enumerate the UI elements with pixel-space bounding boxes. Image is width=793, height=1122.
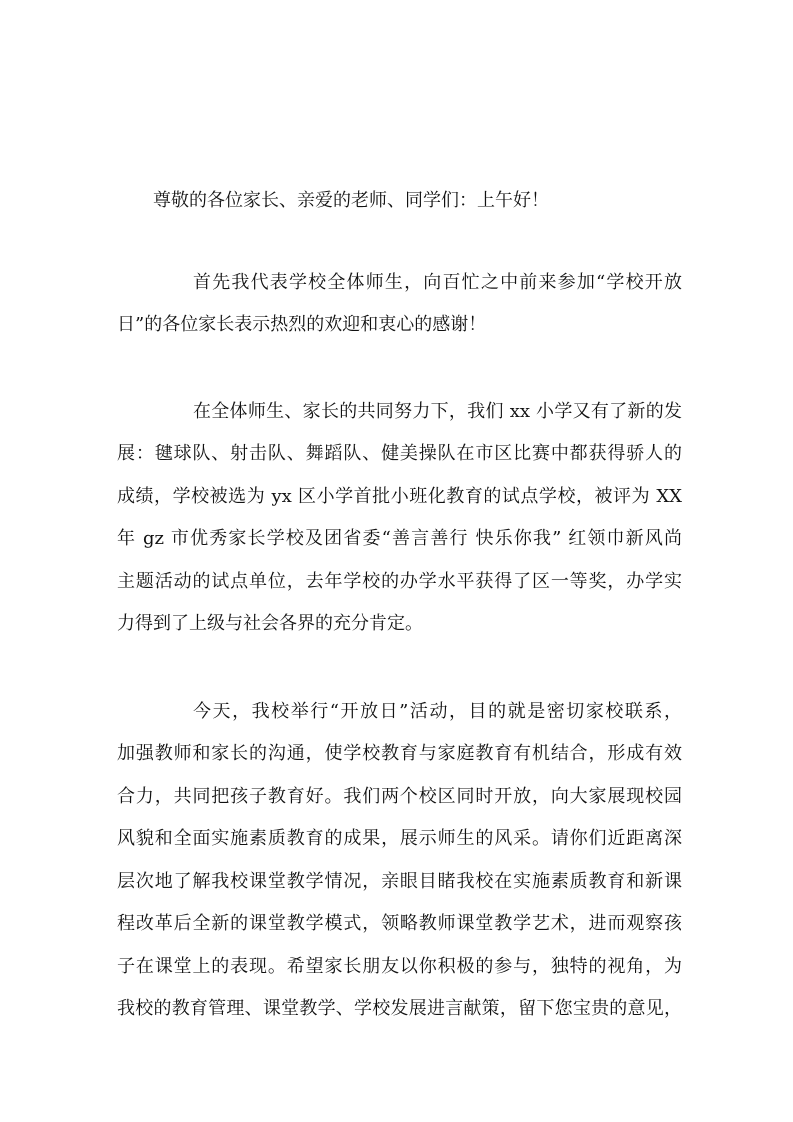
text-line: 日”的各位家长表示热烈的欢迎和衷心的感谢！	[117, 314, 487, 335]
text-line: 在全体师生、家长的共同努力下，我们 xx 小学又有了新的发	[193, 401, 682, 422]
text-line: 加强教师和家长的沟通，使学校教育与家庭教育有机结合，形成有效	[117, 743, 682, 764]
text-line: 层次地了解我校课堂教学情况，亲眼目睹我校在实施素质教育和新课	[117, 871, 682, 892]
text-line: 首先我代表学校全体师生，向百忙之中前来参加“学校开放	[193, 272, 682, 293]
text-line: 合力，共同把孩子教育好。我们两个校区同时开放，向大家展现校园	[117, 786, 682, 807]
text-line: 子在课堂上的表现。希望家长朋友以你积极的参与，独特的视角，为	[117, 956, 682, 977]
text-line: 程改革后全新的课堂教学模式，领略教师课堂教学艺术，进而观察孩	[117, 913, 682, 934]
text-line: 力得到了上级与社会各界的充分肯定。	[117, 613, 423, 634]
text-line: 主题活动的试点单位，去年学校的办学水平获得了区一等奖，办学实	[117, 571, 682, 592]
text-line: 年 gz 市优秀家长学校及团省委“善言善行 快乐你我” 红领巾新风尚	[117, 528, 682, 549]
greeting: 尊敬的各位家长、亲爱的老师、同学们：上午好！	[153, 190, 549, 211]
text-line: 风貌和全面实施素质教育的成果，展示师生的风采。请你们近距离深	[117, 828, 682, 849]
text-line: 今天，我校举行“开放日”活动，目的就是密切家校联系，	[193, 701, 682, 722]
text-line: 我校的教育管理、课堂教学、学校发展进言献策，留下您宝贵的意见，	[117, 998, 682, 1019]
text-line: 成绩，学校被选为 yx 区小学首批小班化教育的试点学校，被评为 XX	[117, 486, 682, 507]
text-line: 展：毽球队、射击队、舞蹈队、健美操队在市区比赛中都获得骄人的	[117, 443, 682, 464]
